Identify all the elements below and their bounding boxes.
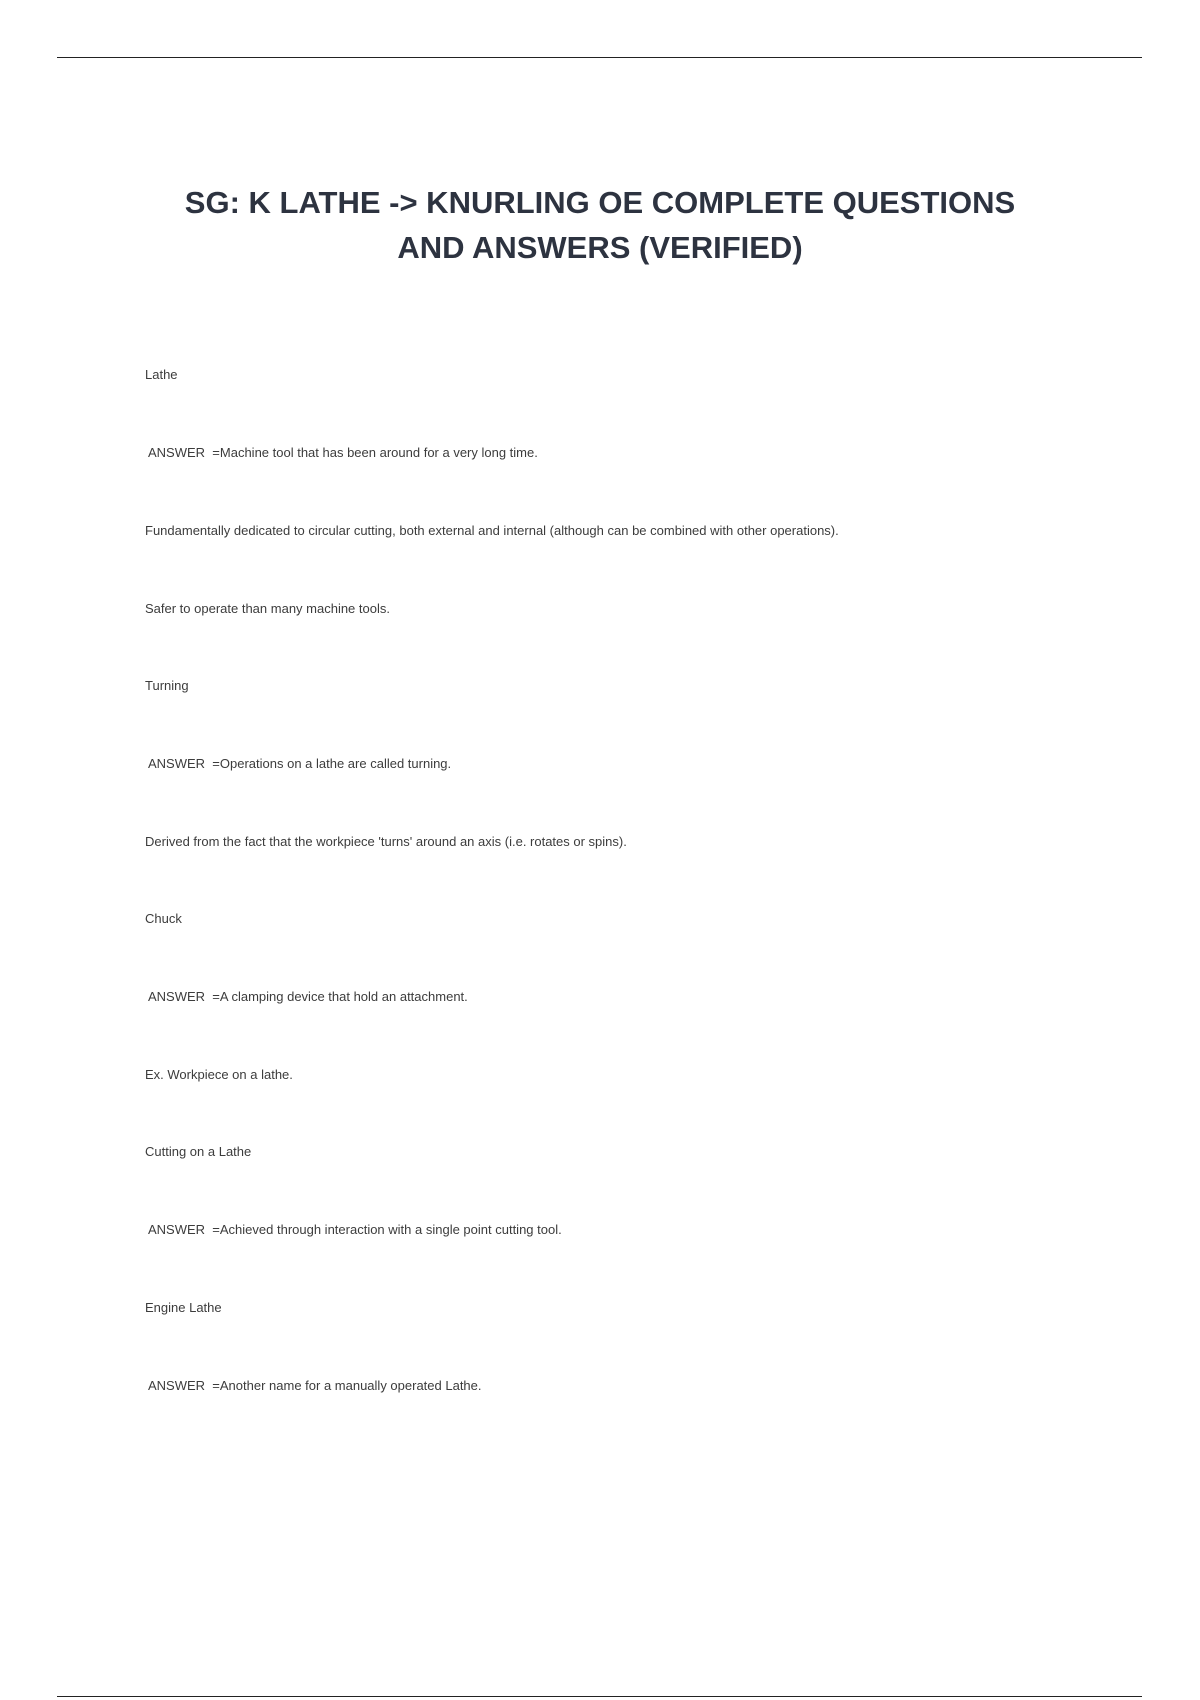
note-chuck-example: Ex. Workpiece on a lathe. <box>145 1067 293 1082</box>
term-engine-lathe: Engine Lathe <box>145 1300 222 1315</box>
answer-text: A clamping device that hold an attachment. <box>219 989 468 1004</box>
answer-label: ANSWER <box>148 756 206 771</box>
footer-rule <box>57 1696 1142 1697</box>
document-title-line-2: AND ANSWERS (VERIFIED) <box>397 230 803 265</box>
answer-label: ANSWER <box>148 1222 206 1237</box>
term-cutting-on-a-lathe: Cutting on a Lathe <box>145 1144 252 1159</box>
answer-text: Machine tool that has been around for a very long time. <box>219 445 538 460</box>
header-rule <box>57 57 1142 58</box>
answer-separator: = <box>212 756 220 771</box>
term-lathe: Lathe <box>145 367 178 382</box>
answer-chuck <box>148 989 468 1005</box>
answer-text: Another name for a manually operated Lathe. <box>219 1378 482 1393</box>
note-lathe-safer: Safer to operate than many machine tools. <box>145 601 390 616</box>
answer-engine-lathe <box>148 1378 482 1394</box>
answer-separator: = <box>212 1378 220 1393</box>
answer-text: Achieved through interaction with a single point cutting tool. <box>219 1222 562 1237</box>
answer-text: Operations on a lathe are called turning. <box>219 756 452 771</box>
answer-cutting-on-a-lathe <box>148 1222 562 1238</box>
note-lathe-circular-cutting: Fundamentally dedicated to circular cutting, both external and internal (although can be combined with other operations). <box>145 523 839 538</box>
note-turning-derived: Derived from the fact that the workpiece 'turns' around an axis (i.e. rotates or spins). <box>145 834 627 849</box>
answer-turning <box>148 756 451 772</box>
answer-separator: = <box>212 989 220 1004</box>
answer-label: ANSWER <box>148 989 206 1004</box>
answer-label: ANSWER <box>148 445 206 460</box>
answer-lathe <box>148 445 538 461</box>
term-turning: Turning <box>145 678 189 693</box>
answer-label: ANSWER <box>148 1378 206 1393</box>
document-title-line-1: SG: K LATHE -> KNURLING OE COMPLETE QUESTIONS <box>184 185 1016 220</box>
answer-separator: = <box>212 1222 220 1237</box>
term-chuck: Chuck <box>145 911 182 926</box>
document-title <box>100 180 1100 270</box>
answer-separator: = <box>212 445 220 460</box>
